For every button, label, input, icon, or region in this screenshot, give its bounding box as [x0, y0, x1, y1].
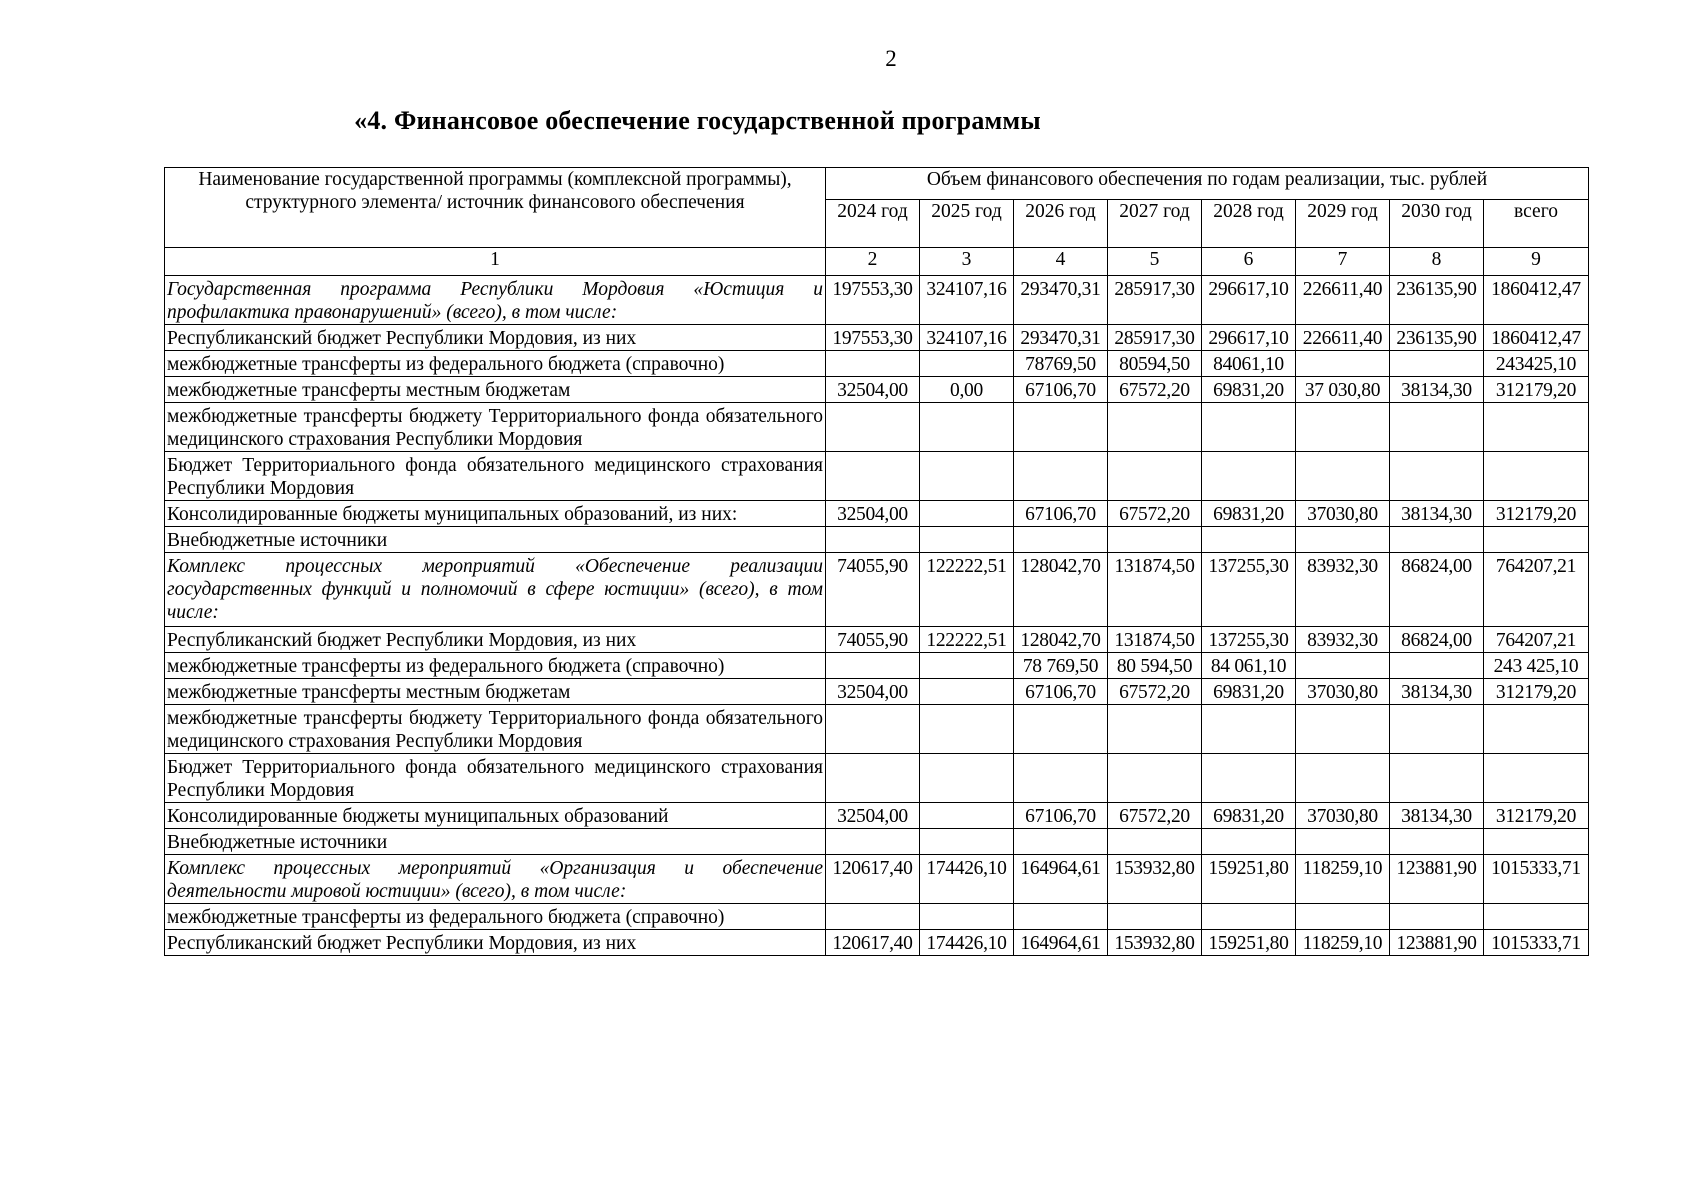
year-value-cell: 226611,40 [1296, 276, 1390, 325]
year-value-cell [826, 653, 920, 679]
table-row [165, 627, 1589, 653]
year-value-cell [1390, 829, 1484, 855]
year-value-cell: 123881,90 [1390, 855, 1484, 904]
table-row [165, 855, 1589, 904]
year-value-cell: 123881,90 [1390, 930, 1484, 956]
year-value-cell [1390, 705, 1484, 754]
year-value-cell [1296, 403, 1390, 452]
total-value-cell [1484, 754, 1589, 803]
header-volume-cell: Объем финансового обеспечения по годам реализации, тыс. рублей [826, 168, 1589, 200]
year-value-cell: 131874,50 [1108, 553, 1202, 627]
year-value-cell [826, 403, 920, 452]
year-value-cell: 69831,20 [1202, 679, 1296, 705]
year-value-cell [920, 501, 1014, 527]
year-value-cell: 32504,00 [826, 377, 920, 403]
year-value-cell: 84061,10 [1202, 351, 1296, 377]
column-number: 8 [1390, 248, 1484, 276]
total-value-cell [1484, 452, 1589, 501]
year-value-cell: 67572,20 [1108, 501, 1202, 527]
year-value-cell: 32504,00 [826, 803, 920, 829]
table-row [165, 705, 1589, 754]
year-value-cell: 38134,30 [1390, 679, 1484, 705]
year-value-cell [920, 527, 1014, 553]
row-name-cell: межбюджетные трансферты местным бюджетам [165, 679, 826, 705]
year-value-cell: 236135,90 [1390, 325, 1484, 351]
table-row [165, 276, 1589, 325]
year-value-cell: 80 594,50 [1108, 653, 1202, 679]
row-name-cell: межбюджетные трансферты из федерального бюджета (справочно) [165, 904, 826, 930]
year-value-cell: 164964,61 [1014, 930, 1108, 956]
total-value-cell: 1015333,71 [1484, 855, 1589, 904]
year-value-cell: 120617,40 [826, 930, 920, 956]
row-name-cell: Республиканский бюджет Республики Мордовия, из них [165, 627, 826, 653]
year-value-cell [826, 754, 920, 803]
total-value-cell: 1860412,47 [1484, 276, 1589, 325]
year-value-cell: 285917,30 [1108, 325, 1202, 351]
column-number: 1 [165, 248, 826, 276]
table-row [165, 351, 1589, 377]
year-value-cell [1108, 904, 1202, 930]
row-name-cell: межбюджетные трансферты из федерального бюджета (справочно) [165, 351, 826, 377]
year-value-cell: 118259,10 [1296, 855, 1390, 904]
page-number: 2 [885, 46, 897, 71]
year-value-cell: 83932,30 [1296, 627, 1390, 653]
year-value-cell: 285917,30 [1108, 276, 1202, 325]
year-value-cell [920, 452, 1014, 501]
year-value-cell: 174426,10 [920, 930, 1014, 956]
section-title: «4. Финансовое обеспечение государственной программы [354, 106, 1041, 135]
year-value-cell [826, 351, 920, 377]
table-row [165, 803, 1589, 829]
year-value-cell: 83932,30 [1296, 553, 1390, 627]
year-value-cell: 37030,80 [1296, 803, 1390, 829]
table-row [165, 904, 1589, 930]
year-value-cell [1296, 452, 1390, 501]
column-number: 6 [1202, 248, 1296, 276]
year-value-cell: 296617,10 [1202, 276, 1296, 325]
year-value-cell: 296617,10 [1202, 325, 1296, 351]
year-value-cell: 293470,31 [1014, 325, 1108, 351]
year-value-cell [1390, 754, 1484, 803]
table-row [165, 754, 1589, 803]
row-name-cell: Комплекс процессных мероприятий «Обеспечение реализации государственных функций и полномочий в сфере юстиции» (всего), в том числе: [165, 553, 826, 627]
table-row [165, 527, 1589, 553]
year-value-cell [1202, 904, 1296, 930]
year-header-2024: 2024 год [826, 200, 920, 248]
row-name-cell: Консолидированные бюджеты муниципальных образований [165, 803, 826, 829]
column-number: 9 [1484, 248, 1589, 276]
year-value-cell [920, 403, 1014, 452]
year-value-cell: 86824,00 [1390, 553, 1484, 627]
total-value-cell: 312179,20 [1484, 679, 1589, 705]
year-value-cell [1296, 351, 1390, 377]
table-row [165, 930, 1589, 956]
year-header-2027: 2027 год [1108, 200, 1202, 248]
year-value-cell: 80594,50 [1108, 351, 1202, 377]
year-value-cell: 84 061,10 [1202, 653, 1296, 679]
total-value-cell: 243 425,10 [1484, 653, 1589, 679]
column-number: 3 [920, 248, 1014, 276]
year-value-cell [1014, 904, 1108, 930]
table-row [165, 679, 1589, 705]
year-header-2028: 2028 год [1202, 200, 1296, 248]
row-name-cell: межбюджетные трансферты бюджету Территориального фонда обязательного медицинского страхования Республики Мордовия [165, 403, 826, 452]
year-value-cell [1014, 452, 1108, 501]
year-value-cell [1108, 527, 1202, 553]
year-value-cell: 153932,80 [1108, 855, 1202, 904]
column-number: 7 [1296, 248, 1390, 276]
year-value-cell [1390, 351, 1484, 377]
year-value-cell: 69831,20 [1202, 501, 1296, 527]
year-value-cell: 37030,80 [1296, 501, 1390, 527]
year-value-cell: 293470,31 [1014, 276, 1108, 325]
year-value-cell: 78 769,50 [1014, 653, 1108, 679]
total-value-cell [1484, 904, 1589, 930]
year-value-cell [1014, 527, 1108, 553]
total-value-cell: 312179,20 [1484, 501, 1589, 527]
year-value-cell: 197553,30 [826, 325, 920, 351]
year-value-cell: 324107,16 [920, 325, 1014, 351]
year-value-cell [1390, 403, 1484, 452]
year-value-cell [1390, 452, 1484, 501]
year-value-cell [1202, 527, 1296, 553]
column-number: 5 [1108, 248, 1202, 276]
year-value-cell [920, 351, 1014, 377]
year-value-cell: 0,00 [920, 377, 1014, 403]
year-value-cell: 74055,90 [826, 627, 920, 653]
row-name-cell: Внебюджетные источники [165, 829, 826, 855]
total-value-cell [1484, 527, 1589, 553]
year-header-2025: 2025 год [920, 200, 1014, 248]
year-value-cell [920, 653, 1014, 679]
year-value-cell [826, 452, 920, 501]
year-value-cell: 69831,20 [1202, 377, 1296, 403]
year-value-cell: 174426,10 [920, 855, 1014, 904]
year-value-cell: 67106,70 [1014, 679, 1108, 705]
table-row [165, 377, 1589, 403]
table-row [165, 452, 1589, 501]
year-value-cell: 164964,61 [1014, 855, 1108, 904]
year-header-2026: 2026 год [1014, 200, 1108, 248]
row-name-cell: Государственная программа Республики Мордовия «Юстиция и профилактика правонарушений» (всего), в том числе: [165, 276, 826, 325]
year-value-cell: 128042,70 [1014, 627, 1108, 653]
year-value-cell [1202, 829, 1296, 855]
total-value-cell: 312179,20 [1484, 377, 1589, 403]
year-value-cell [1108, 705, 1202, 754]
year-value-cell [1014, 829, 1108, 855]
year-value-cell: 67106,70 [1014, 803, 1108, 829]
table-row [165, 325, 1589, 351]
year-value-cell [826, 705, 920, 754]
year-value-cell: 236135,90 [1390, 276, 1484, 325]
year-value-cell [1296, 829, 1390, 855]
total-value-cell: 1015333,71 [1484, 930, 1589, 956]
table-row [165, 403, 1589, 452]
row-name-cell: межбюджетные трансферты бюджету Территориального фонда обязательного медицинского страхования Республики Мордовия [165, 705, 826, 754]
total-header: всего [1484, 200, 1589, 248]
year-value-cell: 86824,00 [1390, 627, 1484, 653]
year-value-cell [1202, 452, 1296, 501]
year-value-cell [920, 904, 1014, 930]
year-value-cell: 38134,30 [1390, 377, 1484, 403]
table-row [165, 653, 1589, 679]
header-name-cell: Наименование государственной программы (комплексной программы), структурного элемента/ источник финансового обеспечения [165, 168, 826, 248]
year-value-cell [1202, 705, 1296, 754]
year-value-cell: 122222,51 [920, 627, 1014, 653]
year-value-cell [1108, 829, 1202, 855]
total-value-cell: 243425,10 [1484, 351, 1589, 377]
year-value-cell: 67572,20 [1108, 679, 1202, 705]
total-value-cell: 312179,20 [1484, 803, 1589, 829]
year-value-cell [920, 679, 1014, 705]
total-value-cell: 1860412,47 [1484, 325, 1589, 351]
year-value-cell [1390, 653, 1484, 679]
year-value-cell [920, 803, 1014, 829]
year-value-cell: 67106,70 [1014, 501, 1108, 527]
row-name-cell: межбюджетные трансферты из федерального бюджета (справочно) [165, 653, 826, 679]
year-value-cell: 32504,00 [826, 501, 920, 527]
year-value-cell [1014, 403, 1108, 452]
year-value-cell [1108, 754, 1202, 803]
year-value-cell: 78769,50 [1014, 351, 1108, 377]
year-value-cell: 131874,50 [1108, 627, 1202, 653]
year-value-cell [1202, 754, 1296, 803]
row-name-cell: Республиканский бюджет Республики Мордовия, из них [165, 930, 826, 956]
year-value-cell [826, 904, 920, 930]
year-value-cell: 153932,80 [1108, 930, 1202, 956]
year-value-cell: 67572,20 [1108, 377, 1202, 403]
total-value-cell: 764207,21 [1484, 553, 1589, 627]
year-value-cell [920, 705, 1014, 754]
row-name-cell: межбюджетные трансферты местным бюджетам [165, 377, 826, 403]
year-value-cell: 226611,40 [1296, 325, 1390, 351]
year-value-cell [1014, 705, 1108, 754]
year-value-cell [920, 754, 1014, 803]
financing-table [164, 167, 1589, 956]
total-value-cell [1484, 403, 1589, 452]
year-value-cell: 32504,00 [826, 679, 920, 705]
year-value-cell [1108, 452, 1202, 501]
year-value-cell: 38134,30 [1390, 501, 1484, 527]
year-value-cell [1296, 754, 1390, 803]
year-value-cell: 159251,80 [1202, 930, 1296, 956]
total-value-cell [1484, 705, 1589, 754]
total-value-cell: 764207,21 [1484, 627, 1589, 653]
row-name-cell: Республиканский бюджет Республики Мордовия, из них [165, 325, 826, 351]
year-value-cell [1296, 904, 1390, 930]
year-header-2030: 2030 год [1390, 200, 1484, 248]
year-value-cell: 38134,30 [1390, 803, 1484, 829]
year-value-cell [826, 527, 920, 553]
year-value-cell: 67572,20 [1108, 803, 1202, 829]
table-row [165, 829, 1589, 855]
year-value-cell: 37030,80 [1296, 679, 1390, 705]
table-row [165, 553, 1589, 627]
year-value-cell [1108, 403, 1202, 452]
year-value-cell [1014, 754, 1108, 803]
year-value-cell [1202, 403, 1296, 452]
year-value-cell [826, 829, 920, 855]
column-number: 4 [1014, 248, 1108, 276]
year-value-cell: 197553,30 [826, 276, 920, 325]
row-name-cell: Внебюджетные источники [165, 527, 826, 553]
year-value-cell: 324107,16 [920, 276, 1014, 325]
row-name-cell: Комплекс процессных мероприятий «Организация и обеспечение деятельности мировой юстиции» (всего), в том числе: [165, 855, 826, 904]
row-name-cell: Бюджет Территориального фонда обязательного медицинского страхования Республики Мордовия [165, 754, 826, 803]
column-number: 2 [826, 248, 920, 276]
year-value-cell [1390, 904, 1484, 930]
year-value-cell: 67106,70 [1014, 377, 1108, 403]
row-name-cell: Бюджет Территориального фонда обязательного медицинского страхования Республики Мордовия [165, 452, 826, 501]
year-value-cell [920, 829, 1014, 855]
table-row [165, 501, 1589, 527]
year-value-cell: 37 030,80 [1296, 377, 1390, 403]
year-value-cell: 137255,30 [1202, 627, 1296, 653]
year-value-cell: 69831,20 [1202, 803, 1296, 829]
year-value-cell: 128042,70 [1014, 553, 1108, 627]
year-value-cell: 137255,30 [1202, 553, 1296, 627]
year-value-cell [1296, 527, 1390, 553]
year-value-cell [1296, 653, 1390, 679]
year-value-cell [1296, 705, 1390, 754]
year-value-cell [1390, 527, 1484, 553]
year-value-cell: 74055,90 [826, 553, 920, 627]
year-header-2029: 2029 год [1296, 200, 1390, 248]
row-name-cell: Консолидированные бюджеты муниципальных образований, из них: [165, 501, 826, 527]
year-value-cell: 159251,80 [1202, 855, 1296, 904]
year-value-cell: 120617,40 [826, 855, 920, 904]
year-value-cell: 122222,51 [920, 553, 1014, 627]
year-value-cell: 118259,10 [1296, 930, 1390, 956]
total-value-cell [1484, 829, 1589, 855]
